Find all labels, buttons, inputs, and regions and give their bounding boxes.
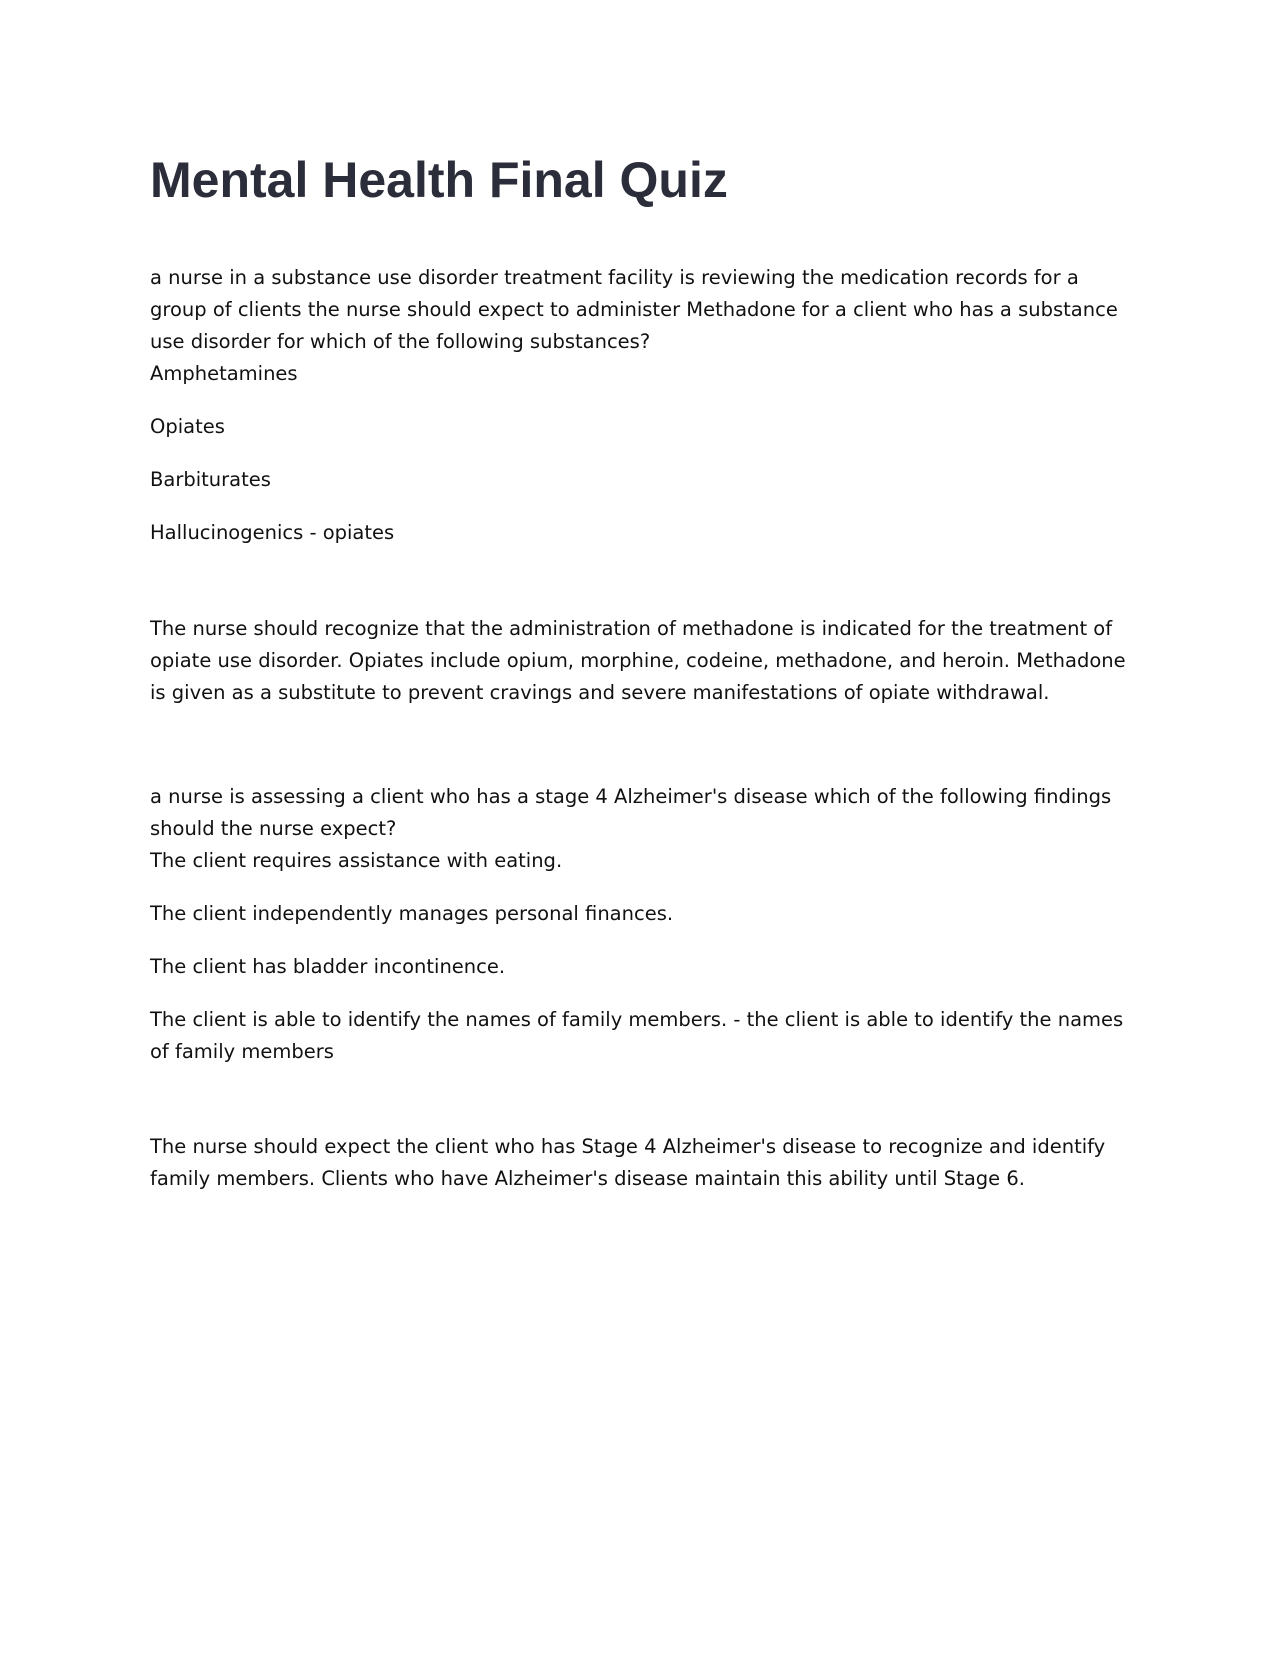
question-1-options — [150, 358, 1130, 549]
question-1-option: Opiates — [150, 415, 225, 438]
question-1-explanation: The nurse should recognize that the administration of methadone is indicated for the treatment of opiate use disorder. Opiates include opium, morphine, codeine, methadone, and heroin. Methadone is given as a substitute to prevent cravings and severe manifestations of opiate withdrawal. — [150, 617, 1126, 704]
question-2-option: The client independently manages personal finances. — [150, 902, 674, 925]
page-title: Mental Health Final Quiz — [150, 152, 728, 208]
question-1-prompt: a nurse in a substance use disorder treatment facility is reviewing the medication records for a group of clients the nurse should expect to administer Methadone for a client who has a substance use disorder for which of the following substances? — [150, 266, 1118, 353]
question-2-option: The client is able to identify the names of family members. - the client is able to identify the names of family members — [150, 1008, 1124, 1063]
question-2-explanation: The nurse should expect the client who has Stage 4 Alzheimer's disease to recognize and identify family members. Clients who have Alzheimer's disease maintain this ability until Stage 6. — [150, 1135, 1106, 1190]
question-1-option: Barbiturates — [150, 468, 271, 491]
question-2-option: The client has bladder incontinence. — [150, 955, 506, 978]
document-body — [150, 148, 1130, 1195]
question-2-prompt: a nurse is assessing a client who has a stage 4 Alzheimer's disease which of the following findings should the nurse expect? — [150, 785, 1112, 840]
question-1-option: Hallucinogenics - opiates — [150, 521, 395, 544]
question-1-option: Amphetamines — [150, 362, 298, 385]
question-2-options — [150, 845, 1130, 1068]
question-2-option: The client requires assistance with eating. — [150, 849, 563, 872]
